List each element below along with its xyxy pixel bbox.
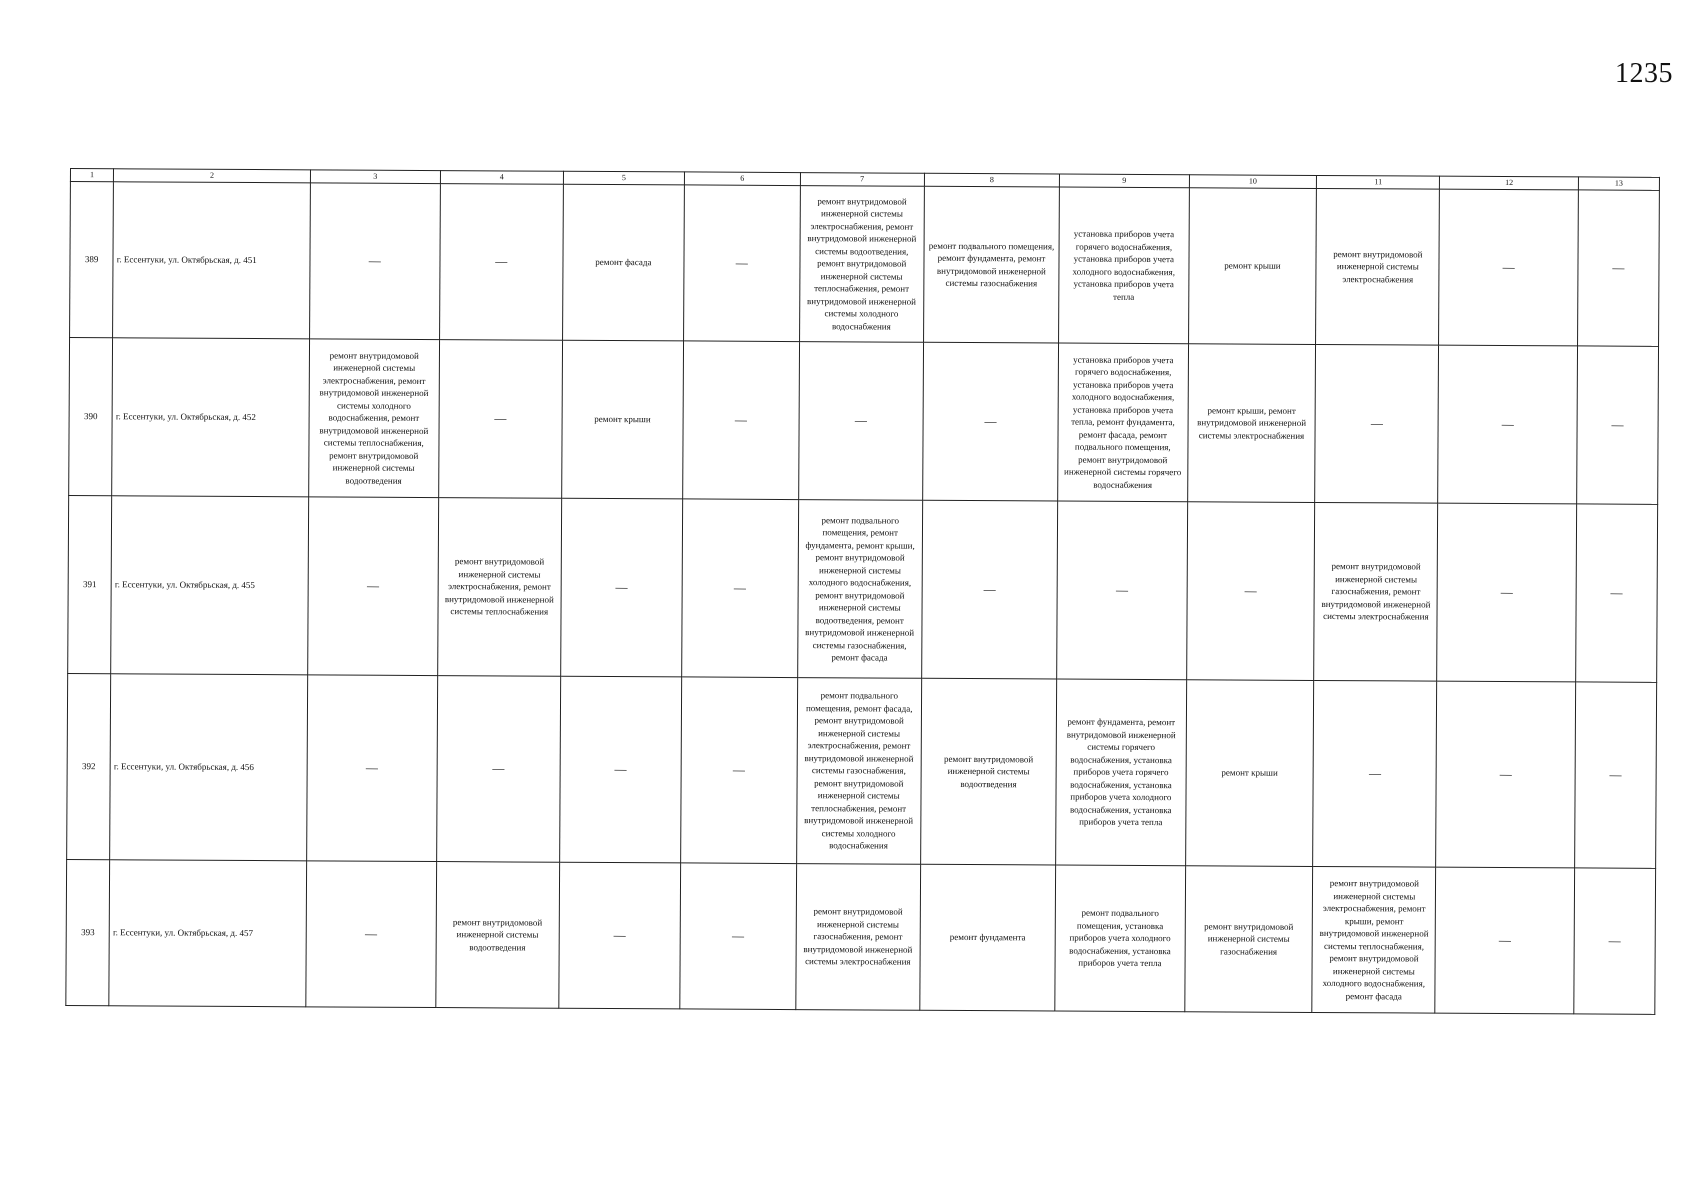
col-5-cell: — <box>559 862 681 1009</box>
col-3-cell: — <box>306 861 437 1008</box>
col-10-cell: ремонт внутридомовой инженерной системы газоснабжения <box>1185 866 1313 1013</box>
col-13-cell: — <box>1574 868 1656 1014</box>
col-3-cell: — <box>308 497 439 676</box>
row-number-cell: 390 <box>69 338 113 496</box>
column-header-13: 13 <box>1578 177 1659 190</box>
col-5-cell: — <box>560 676 682 863</box>
repair-schedule-table-wrapper <box>65 168 1660 1015</box>
col-11-cell: ремонт внутридомовой инженерной системы электроснабжения, ремонт крыши, ремонт внутридомовой инженерной системы теплоснабжения, ремонт внутридомовой инженерной системы холодного водоснабжения, ремонт фасада <box>1312 866 1436 1013</box>
page-number: 1235 <box>1615 58 1673 89</box>
col-4-cell: — <box>436 676 560 863</box>
col-9-cell: установка приборов учета горячего водоснабжения, установка приборов учета холодного водоснабжения, установка приборов учета тепла <box>1059 187 1190 344</box>
table-row <box>69 338 1659 505</box>
col-4-cell: ремонт внутридомовой инженерной системы водоотведения <box>435 862 559 1009</box>
col-11-cell: — <box>1313 680 1437 867</box>
col-7-cell: ремонт внутридомовой инженерной системы газоснабжения, ремонт внутридомовой инженерной системы электроснабжения <box>795 864 920 1011</box>
col-12-cell: — <box>1439 189 1578 346</box>
col-10-cell: ремонт крыши <box>1188 188 1316 345</box>
col-7-cell: ремонт внутридомовой инженерной системы электроснабжения, ремонт внутридомовой инженерной системы водоотведения, ремонт внутридомовой инженерной системы теплоснабжения, ремонт внутридомовой инженерной системы холодного водоснабжения <box>799 186 924 343</box>
column-header-11: 11 <box>1317 175 1440 189</box>
address-cell: г. Ессентуки, ул. Октябрьская, д. 456 <box>110 674 308 861</box>
table-body <box>66 182 1660 1015</box>
col-13-cell: — <box>1574 682 1656 868</box>
table-row <box>67 673 1657 868</box>
col-13-cell: — <box>1577 190 1659 346</box>
col-8-cell: ремонт фундамента <box>920 864 1056 1011</box>
col-10-cell: — <box>1186 502 1315 681</box>
column-header-4: 4 <box>440 171 563 185</box>
col-12-cell: — <box>1438 345 1577 504</box>
col-6-cell: — <box>683 341 800 500</box>
col-12-cell: — <box>1437 503 1576 682</box>
column-header-1: 1 <box>70 169 113 182</box>
col-11-cell: ремонт внутридомовой инженерной системы электроснабжения <box>1316 188 1440 345</box>
table-row <box>68 495 1658 682</box>
column-header-10: 10 <box>1189 175 1317 189</box>
col-3-cell: ремонт внутридомовой инженерной системы электроснабжения, ремонт внутридомовой инженерной системы холодного водоснабжения, ремонт внутридомовой инженерной системы теплоснабжения, ремонт внутридомовой инженерной системы водоотведения <box>309 339 440 498</box>
column-header-5: 5 <box>563 171 684 185</box>
col-13-cell: — <box>1575 504 1657 682</box>
col-11-cell: ремонт внутридомовой инженерной системы газоснабжения, ремонт внутридомовой инженерной системы электроснабжения <box>1314 502 1438 681</box>
col-7-cell: ремонт подвального помещения, ремонт фундамента, ремонт крыши, ремонт внутридомовой инженерной системы холодного водоснабжения, ремонт внутридомовой инженерной системы водоотведения, ремонт внутридомовой инженерной системы газоснабжения, ремонт фасада <box>797 500 922 679</box>
col-9-cell: — <box>1057 501 1188 680</box>
col-3-cell: — <box>307 675 438 862</box>
col-10-cell: ремонт крыши, ремонт внутридомовой инженерной системы электроснабжения <box>1187 344 1315 503</box>
row-number-cell: 391 <box>68 495 112 673</box>
col-5-cell: ремонт фасада <box>562 184 684 341</box>
column-header-8: 8 <box>924 173 1059 187</box>
col-8-cell: — <box>922 500 1058 679</box>
col-8-cell: ремонт подвального помещения, ремонт фундамента, ремонт внутридомовой инженерной системы газоснабжения <box>923 186 1059 343</box>
col-5-cell: — <box>561 498 683 677</box>
column-header-12: 12 <box>1440 176 1578 190</box>
table-row <box>66 859 1656 1014</box>
col-3-cell: — <box>310 183 441 340</box>
col-9-cell: установка приборов учета горячего водоснабжения, установка приборов учета холодного водоснабжения, установка приборов учета тепла, ремонт фундамента, ремонт фасада, ремонт подвального помещения, ремонт внутридомовой инженерной системы горячего водоснабжения <box>1058 343 1189 502</box>
col-8-cell: — <box>923 342 1059 501</box>
col-4-cell: ремонт внутридомовой инженерной системы электроснабжения, ремонт внутридомовой инженерной системы теплоснабжения <box>437 498 561 677</box>
col-6-cell: — <box>681 677 798 864</box>
col-10-cell: ремонт крыши <box>1185 680 1314 867</box>
col-12-cell: — <box>1435 867 1574 1014</box>
row-number-cell: 393 <box>66 859 110 1005</box>
row-number-cell: 392 <box>67 673 111 859</box>
col-4-cell: — <box>439 184 563 341</box>
col-11-cell: — <box>1315 344 1439 503</box>
col-13-cell: — <box>1576 346 1658 504</box>
col-9-cell: ремонт подвального помещения, установка приборов учета холодного водоснабжения, установка приборов учета тепла <box>1055 865 1186 1012</box>
col-8-cell: ремонт внутридомовой инженерной системы водоотведения <box>921 678 1057 865</box>
col-5-cell: ремонт крыши <box>562 340 684 499</box>
col-6-cell: — <box>683 185 800 342</box>
address-cell: г. Ессентуки, ул. Октябрьская, д. 451 <box>113 182 311 339</box>
address-cell: г. Ессентуки, ул. Октябрьская, д. 452 <box>112 338 310 497</box>
col-7-cell: — <box>798 342 923 501</box>
row-number-cell: 389 <box>70 182 114 338</box>
address-cell: г. Ессентуки, ул. Октябрьская, д. 457 <box>109 860 307 1007</box>
repair-schedule-table <box>65 168 1660 1015</box>
address-cell: г. Ессентуки, ул. Октябрьская, д. 455 <box>111 496 309 675</box>
col-12-cell: — <box>1436 681 1575 868</box>
column-header-6: 6 <box>684 172 800 186</box>
col-9-cell: ремонт фундамента, ремонт внутридомовой инженерной системы горячего водоснабжения, установка приборов учета горячего водоснабжения, установка приборов учета холодного водоснабжения, установка приборов учета тепла <box>1056 679 1187 866</box>
column-header-9: 9 <box>1059 174 1189 188</box>
col-4-cell: — <box>438 340 562 499</box>
col-6-cell: — <box>680 863 796 1010</box>
col-7-cell: ремонт подвального помещения, ремонт фасада, ремонт внутридомовой инженерной системы электроснабжения, ремонт внутридомовой инженерной системы газоснабжения, ремонт внутридомовой инженерной системы теплоснабжения, ремонт внутридомовой инженерной системы холодного водоснабжения <box>796 678 921 865</box>
column-header-7: 7 <box>800 173 924 187</box>
column-header-2: 2 <box>114 169 311 183</box>
table-row <box>70 182 1660 347</box>
col-6-cell: — <box>682 499 799 678</box>
column-header-3: 3 <box>310 170 440 184</box>
